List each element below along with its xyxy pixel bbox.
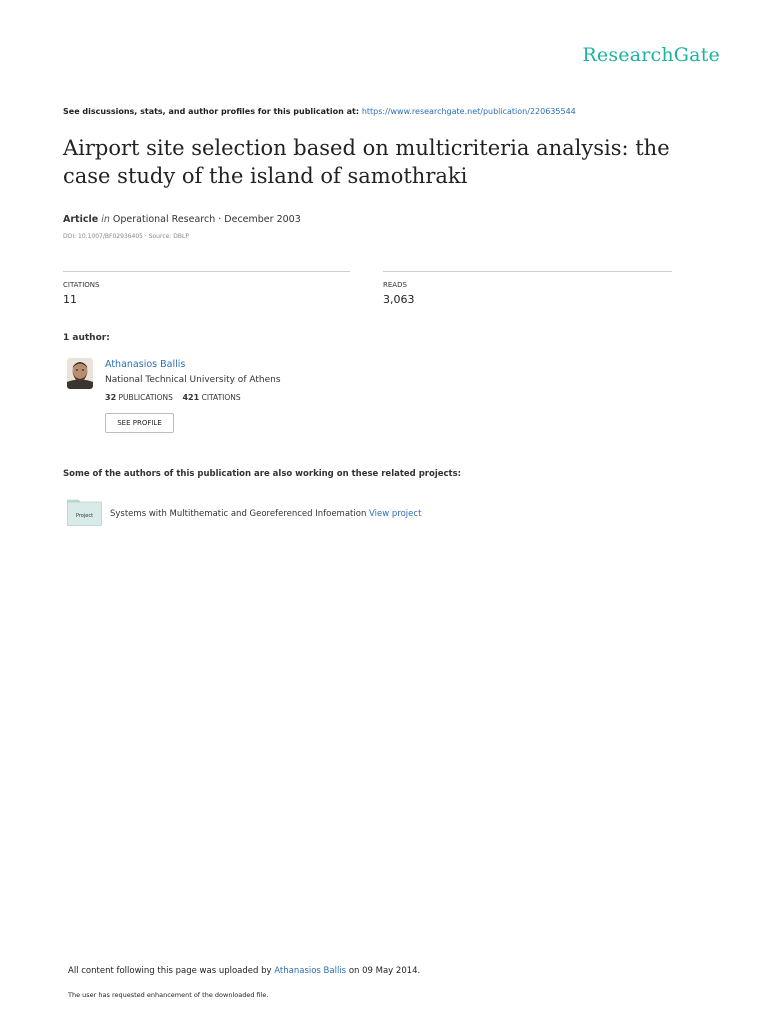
- article-type: Article: [63, 214, 99, 225]
- author-stats: [105, 393, 241, 402]
- upload-note: [68, 966, 420, 976]
- in-word: in: [101, 214, 110, 225]
- see-profile-button[interactable]: SEE PROFILE: [105, 413, 174, 433]
- citations-label: CITATIONS: [63, 281, 100, 289]
- publication-link[interactable]: https://www.researchgate.net/publication/220635544: [361, 107, 576, 116]
- folder-icon[interactable]: [67, 499, 102, 526]
- project-entry: [110, 509, 421, 519]
- discussion-prefix: See discussions, stats, and author profiles for this publication at:: [63, 107, 362, 116]
- citations-value: 11: [63, 293, 77, 306]
- article-doi: DOI: 10.1007/BF02936405 · Source: DBLP: [63, 233, 189, 240]
- author-citations-count: 421: [182, 393, 200, 402]
- publications-label: PUBLICATIONS: [118, 393, 173, 402]
- authors-heading: 1 author:: [63, 333, 110, 343]
- author-name[interactable]: Athanasios Ballis: [105, 359, 186, 370]
- article-venue[interactable]: Operational Research · December 2003: [112, 214, 301, 225]
- uploader-link[interactable]: Athanasios Ballis: [274, 966, 347, 976]
- reads-value: 3,063: [383, 293, 415, 306]
- article-meta: [63, 214, 301, 225]
- related-projects-heading: Some of the authors of this publication are also working on these related projects:: [63, 469, 462, 479]
- project-folder-icon: [67, 499, 102, 526]
- upload-suffix: on 09 May 2014.: [348, 966, 421, 976]
- upload-prefix: All content following this page was uploaded by: [68, 966, 272, 976]
- project-icon-label: Project: [75, 513, 94, 519]
- view-project-link[interactable]: View project: [369, 509, 422, 519]
- article-title: Airport site selection based on multicriteria analysis: the case study of the island of samothraki: [63, 136, 670, 188]
- avatar-icon: [67, 358, 93, 389]
- publications-count: 32: [105, 393, 117, 402]
- author-avatar[interactable]: [67, 358, 93, 389]
- project-title: Systems with Multithematic and Georeferenced Infoemation: [110, 509, 367, 519]
- reads-divider: [383, 271, 672, 272]
- reads-label: READS: [383, 281, 407, 289]
- citations-divider: [63, 271, 350, 272]
- author-citations-label: CITATIONS: [201, 393, 241, 402]
- discussion-line: [63, 107, 576, 116]
- researchgate-logo[interactable]: ResearchGate: [582, 44, 720, 66]
- author-institution[interactable]: National Technical University of Athens: [105, 375, 281, 385]
- enhancement-note: The user has requested enhancement of the downloaded file.: [68, 991, 269, 999]
